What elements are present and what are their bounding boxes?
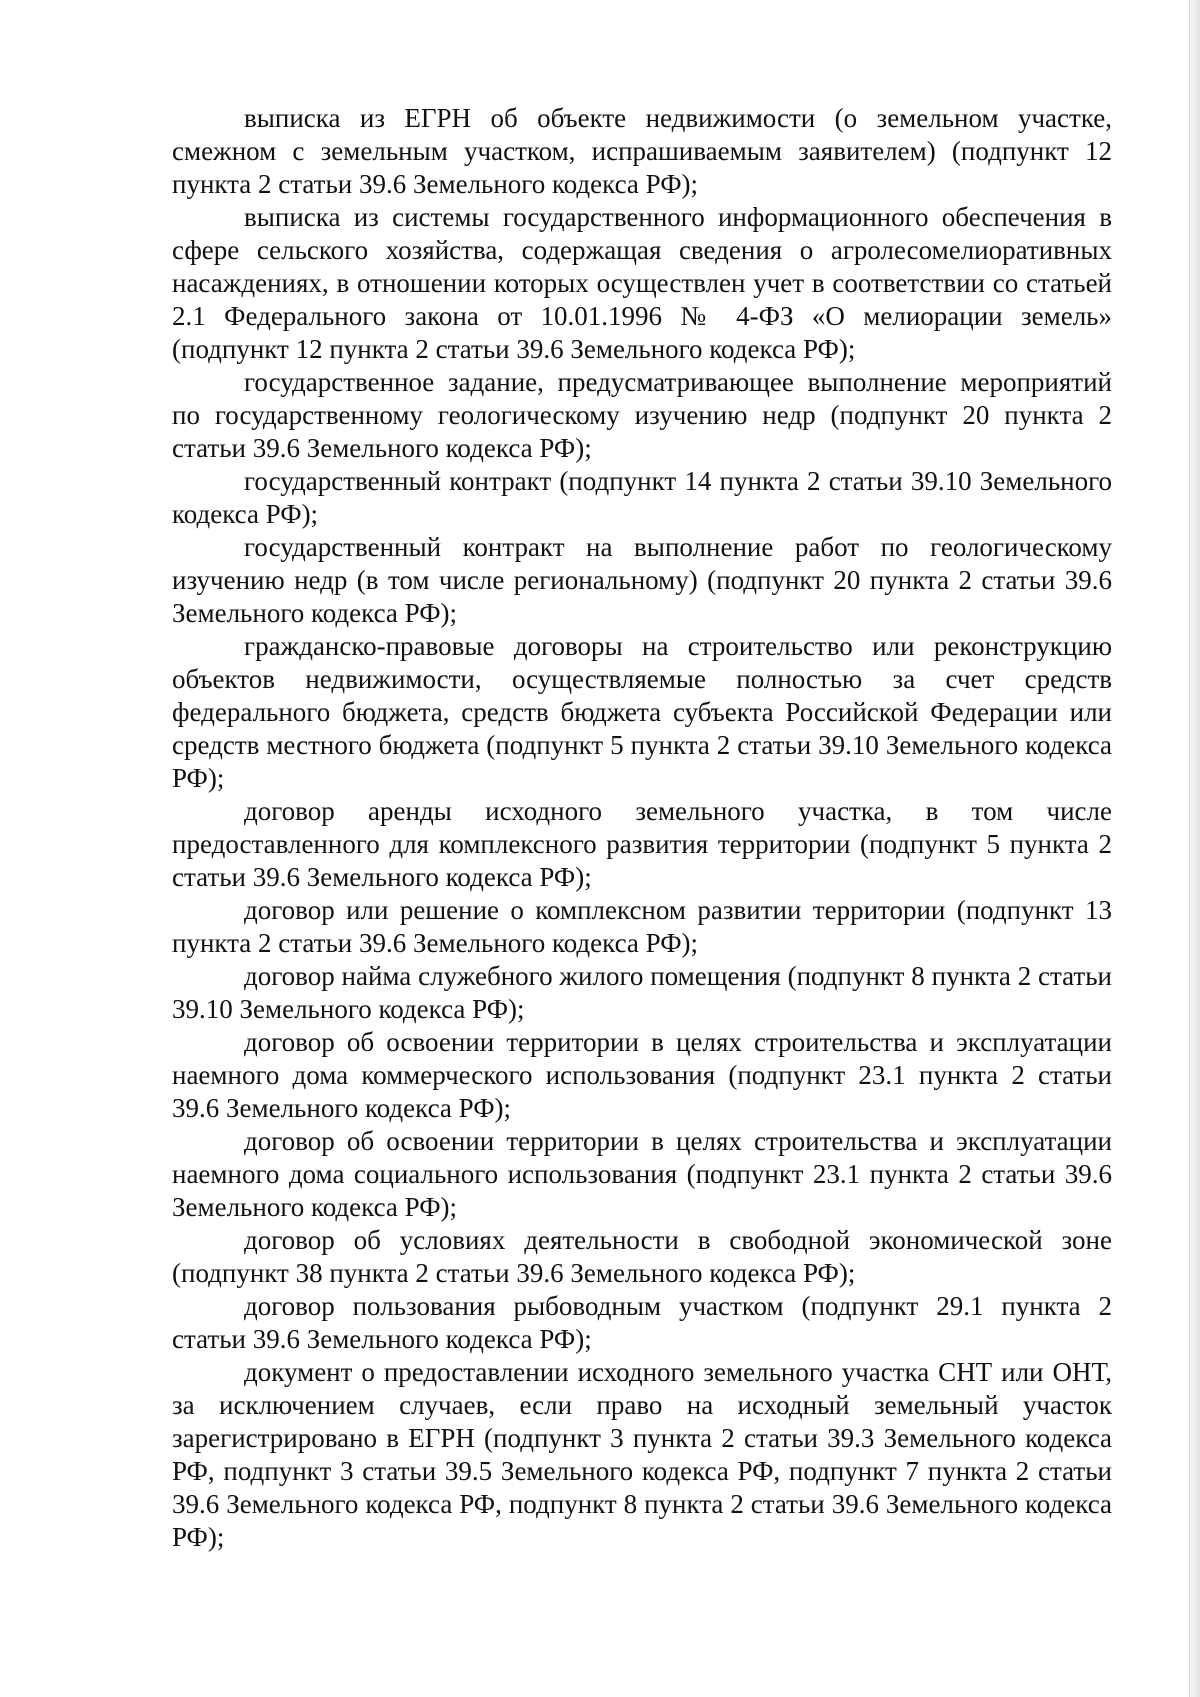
paragraph-complex-development: договор или решение о комплексном развитии территории (подпункт 13 пункта 2 статьи 39.6 Земельного кодекса РФ); [172,895,1112,958]
paragraph-fish-breeding-plot: договор пользования рыбоводным участком (подпункт 29.1 пункта 2 статьи 39.6 Земельного кодекса РФ); [172,1291,1112,1354]
document-body [172,102,1112,1554]
paragraph-commercial-rental-house: договор об освоении территории в целях строительства и эксплуатации наемного дома коммерческого использования (подпункт 23.1 пункта 2 статьи 39.6 Земельного кодекса РФ); [172,1027,1112,1123]
paragraph-state-assignment: государственное задание, предусматривающее выполнение мероприятий по государственному геологическому изучению недр (подпункт 20 пункта 2 статьи 39.6 Земельного кодекса РФ); [172,367,1112,463]
paragraph-state-contract-geology: государственный контракт на выполнение работ по геологическому изучению недр (в том числе региональному) (подпункт 20 пункта 2 статьи 39.6 Земельного кодекса РФ); [172,532,1112,628]
paragraph-snt-ont-document: документ о предоставлении исходного земельного участка СНТ или ОНТ, за исключением случаев, если право на исходный земельный участок зарегистрировано в ЕГРН (подпункт 3 пункта 2 статьи 39.3 Земельного кодекса РФ, подпункт 3 статьи 39.5 Земельного кодекса РФ, подпункт 7 пункта 2 статьи 39.6 Земельного кодекса РФ, подпункт 8 пункта 2 статьи 39.6 Земельного кодекса РФ); [172,1357,1112,1552]
paragraph-egrn-adjacent-plot: выписка из ЕГРН об объекте недвижимости (о земельном участке, смежном с земельным участком, испрашиваемым заявителем) (подпункт 12 пункта 2 статьи 39.6 Земельного кодекса РФ); [172,103,1112,199]
page-edge-shadow [1189,0,1200,1697]
paragraph-free-economic-zone: договор об условиях деятельности в свободной экономической зоне (подпункт 38 пункта 2 статьи 39.6 Земельного кодекса РФ); [172,1225,1112,1288]
paragraph-civil-contracts: гражданско-правовые договоры на строительство или реконструкцию объектов недвижимости, осуществляемые полностью за счет средств федерального бюджета, средств бюджета субъекта Российской Федерации или средств местного бюджета (подпункт 5 пункта 2 статьи 39.10 Земельного кодекса РФ); [172,631,1112,793]
paragraph-lease-agreement: договор аренды исходного земельного участка, в том числе предоставленного для комплексного развития территории (подпункт 5 пункта 2 статьи 39.6 Земельного кодекса РФ); [172,796,1112,892]
paragraph-agroforestry-extract: выписка из системы государственного информационного обеспечения в сфере сельского хозяйства, содержащая сведения о агролесомелиоративных насаждениях, в отношении которых осуществлен учет в соответствии со статьей 2.1 Федерального закона от 10.01.1996 № 4-ФЗ «О мелиорации земель» (подпункт 12 пункта 2 статьи 39.6 Земельного кодекса РФ); [172,202,1112,364]
paragraph-state-contract: государственный контракт (подпункт 14 пункта 2 статьи 39.10 Земельного кодекса РФ); [172,466,1112,529]
paragraph-social-rental-house: договор об освоении территории в целях строительства и эксплуатации наемного дома социального использования (подпункт 23.1 пункта 2 статьи 39.6 Земельного кодекса РФ); [172,1126,1112,1222]
paragraph-service-housing: договор найма служебного жилого помещения (подпункт 8 пункта 2 статьи 39.10 Земельного кодекса РФ); [172,961,1112,1024]
